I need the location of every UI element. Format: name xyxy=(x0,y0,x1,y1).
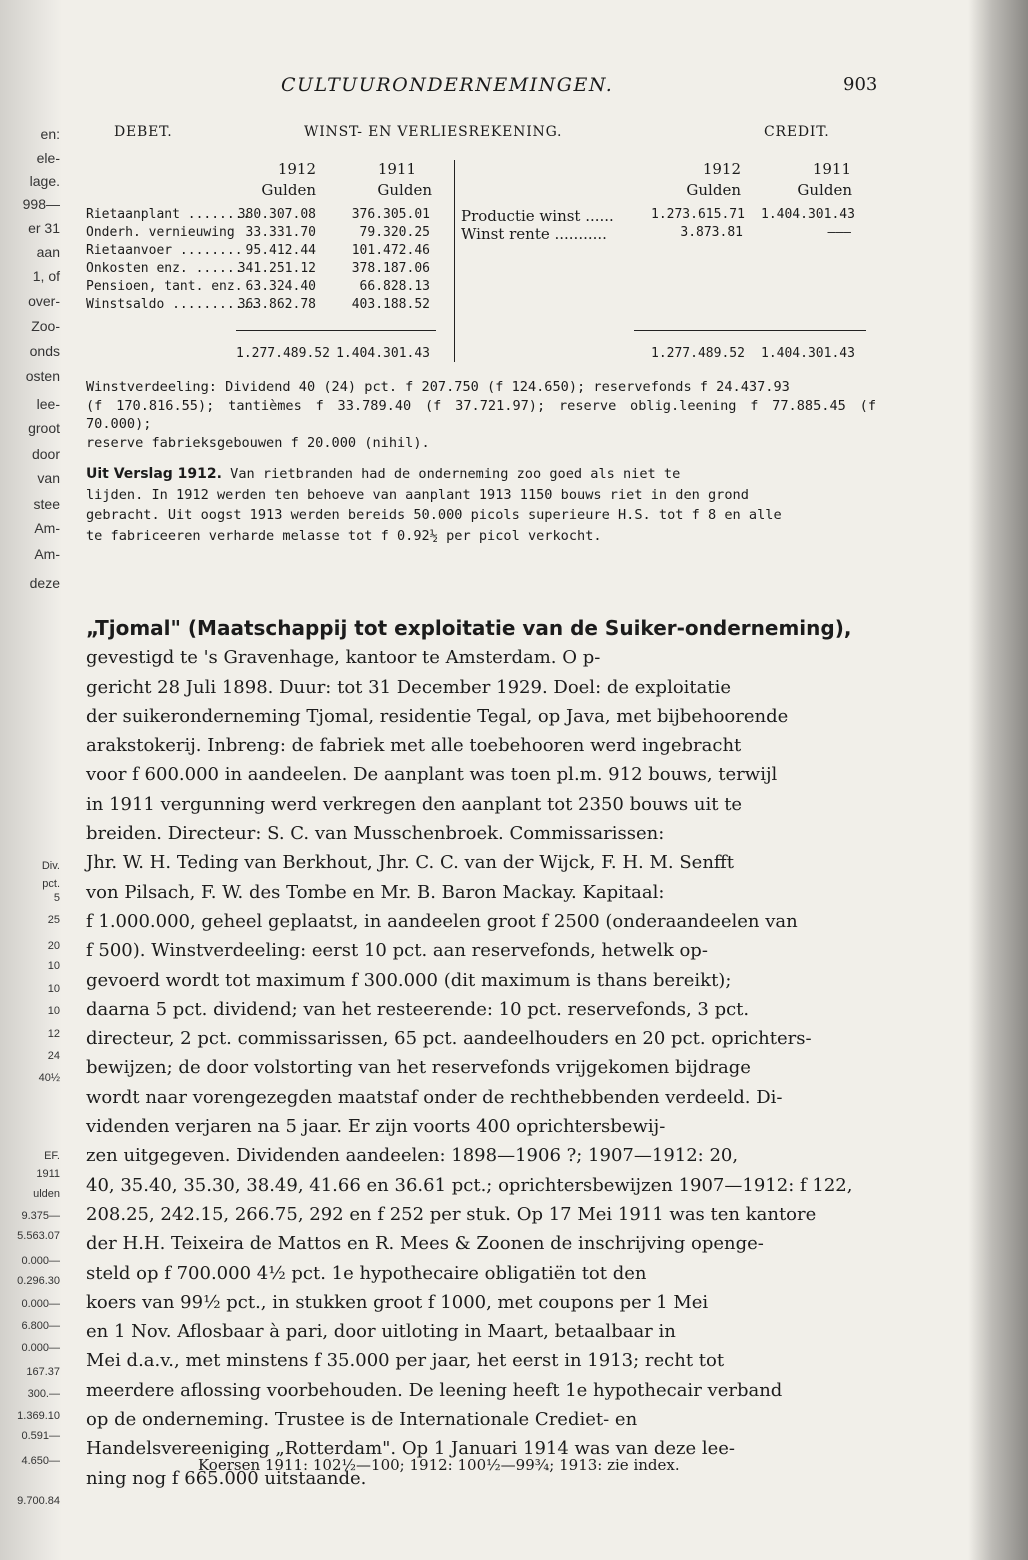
margin-fragment: en: xyxy=(40,126,60,142)
margin-fragment: over- xyxy=(28,293,60,309)
credit-total-rule xyxy=(634,330,866,331)
page-number: 903 xyxy=(843,74,878,95)
company-line: arakstokerij. Inbreng: de fabriek met alle toebehooren werd ingebracht xyxy=(86,735,742,757)
margin-fragment: groot xyxy=(28,420,60,436)
report-line: te fabriceeren verharde melasse tot f 0.92½ per picol verkocht. xyxy=(86,527,602,544)
margin-fragment: Div. xyxy=(41,860,60,872)
company-line: 208.25, 242.15, 266.75, 292 en f 252 per stuk. Op 17 Mei 1911 was ten kantore xyxy=(86,1203,817,1225)
credit-row-label: Productie winst ...... xyxy=(461,207,614,225)
credit-year-1912: 1912 xyxy=(702,160,741,178)
company-line: gevoerd wordt tot maximum f 300.000 (dit maximum is thans bereikt); xyxy=(86,969,732,991)
margin-fragment: Am- xyxy=(34,520,60,536)
report-line: lijden. In 1912 werden ten behoeve van aanplant 1913 1150 bouws riet in den grond xyxy=(86,486,749,503)
margin-fragment: 0.000— xyxy=(21,1255,60,1267)
margin-fragment: 9.375— xyxy=(21,1210,60,1222)
debet-year-1912: 1912 xyxy=(277,160,316,178)
credit-row-1911: ——— xyxy=(827,225,851,240)
margin-fragment: 10 xyxy=(47,960,60,972)
company-line: von Pilsach, F. W. des Tombe en Mr. B. Baron Mackay. Kapitaal: xyxy=(86,881,665,903)
profit-distribution xyxy=(86,378,876,452)
margin-fragment: 4.650— xyxy=(21,1455,60,1467)
margin-fragment: 0.591— xyxy=(21,1430,60,1442)
debet-label: DEBET. xyxy=(114,124,173,140)
company-line: ning nog f 665.000 uitstaande. xyxy=(86,1467,367,1489)
debet-total-1912: 1.277.489.52 xyxy=(236,346,330,361)
margin-fragment: Zoo- xyxy=(31,318,60,334)
margin-fragment: 10 xyxy=(47,983,60,995)
page-edge-shadow xyxy=(968,0,1028,1560)
annual-report-excerpt xyxy=(86,464,876,546)
debet-unit-1911: Gulden xyxy=(377,181,432,199)
credit-row-label: Winst rente ........... xyxy=(461,225,607,243)
margin-fragment: 9.700.84 xyxy=(17,1495,60,1507)
margin-fragment: 0.000— xyxy=(21,1342,60,1354)
distribution-line: reserve fabrieksgebouwen f 20.000 (nihil). xyxy=(86,434,430,451)
margin-fragment: 24 xyxy=(47,1050,60,1062)
company-entry xyxy=(86,614,878,1493)
credit-row-1912: 3.873.81 xyxy=(680,225,743,240)
stock-price-footnote: Koersen 1911: 102½—100; 1912: 100½—99¾; 1913: zie index. xyxy=(198,1456,680,1474)
company-line: voor f 600.000 in aandeelen. De aanplant was toen pl.m. 912 bouws, terwijl xyxy=(86,764,778,786)
margin-fragment: onds xyxy=(29,343,60,359)
company-heading: „Tjomal" (Maatschappij tot exploitatie van de Suiker-onderneming), xyxy=(86,616,852,640)
company-line: daarna 5 pct. dividend; van het resteerende: 10 pct. reservefonds, 3 pct. xyxy=(86,998,750,1020)
company-line: 40, 35.40, 35.30, 38.49, 41.66 en 36.61 pct.; oprichtersbewijzen 1907—1912: f 122, xyxy=(86,1174,853,1196)
debet-row-label: Rietaanplant ........ xyxy=(86,207,251,222)
debet-row-1911: 376.305.01 xyxy=(351,207,430,222)
margin-fragment: ulden xyxy=(33,1188,60,1200)
credit-unit-1911: Gulden xyxy=(797,181,852,199)
margin-fragment: 40½ xyxy=(38,1072,60,1084)
profit-loss-ledger xyxy=(86,160,866,370)
credit-year-1911: 1911 xyxy=(812,160,851,178)
margin-fragment: door xyxy=(31,446,60,462)
company-line: directeur, 2 pct. commissarissen, 65 pct. aandeelhouders en 20 pct. oprichters- xyxy=(86,1028,812,1050)
margin-fragment: 12 xyxy=(47,1028,60,1040)
margin-fragment: 1911 xyxy=(36,1168,60,1180)
margin-fragment: osten xyxy=(25,368,60,384)
margin-fragment: 5.563.07 xyxy=(17,1230,60,1242)
company-line: Mei d.a.v., met minstens f 35.000 per jaar, het eerst in 1913; recht tot xyxy=(86,1350,725,1372)
ledger-divider xyxy=(454,160,455,362)
company-line: koers van 99½ pct., in stukken groot f 1000, met coupons per 1 Mei xyxy=(86,1291,709,1313)
credit-total-1912: 1.277.489.52 xyxy=(651,346,745,361)
company-line: Jhr. W. H. Teding van Berkhout, Jhr. C. C. van der Wijck, F. H. M. Senfft xyxy=(86,852,734,874)
company-line: en 1 Nov. Aflosbaar à pari, door uitloting in Maart, betaalbaar in xyxy=(86,1321,676,1343)
debet-row-label: Winstsaldo ........... xyxy=(86,297,259,312)
company-line: gevestigd te 's Gravenhage, kantoor te Amsterdam. O p- xyxy=(86,647,601,669)
margin-fragment: lage. xyxy=(29,173,60,189)
debet-row-1911: 403.188.52 xyxy=(351,297,430,312)
page-content xyxy=(86,0,886,1560)
debet-unit-1912: Gulden xyxy=(261,181,316,199)
company-line: meerdere aflossing voorbehouden. De leening heeft 1e hypothecair verband xyxy=(86,1379,783,1401)
margin-fragment: 0.296.30 xyxy=(17,1275,60,1287)
company-line: gericht 28 Juli 1898. Duur: tot 31 December 1929. Doel: de exploitatie xyxy=(86,676,732,698)
credit-row-1912: 1.273.615.71 xyxy=(651,207,745,222)
debet-row-label: Rietaanvoer ........ xyxy=(86,243,243,258)
company-line: op de onderneming. Trustee is de Internationale Crediet- en xyxy=(86,1409,638,1431)
company-line: in 1911 vergunning werd verkregen den aanplant tot 2350 bouws uit te xyxy=(86,793,743,815)
debet-row-1912: 341.251.12 xyxy=(237,261,316,276)
margin-fragment: er 31 xyxy=(28,220,60,236)
company-line: f 500). Winstverdeeling: eerst 10 pct. aan reservefonds, hetwelk op- xyxy=(86,940,708,962)
company-line: Handelsvereeniging „Rotterdam". Op 1 Januari 1914 was van deze lee- xyxy=(86,1438,736,1460)
debet-total-1911: 1.404.301.43 xyxy=(336,346,430,361)
debet-row-label: Onkosten enz. ...... xyxy=(86,261,243,276)
margin-fragment: pct. xyxy=(42,878,60,890)
margin-fragment: 0.000— xyxy=(21,1298,60,1310)
credit-unit-1912: Gulden xyxy=(686,181,741,199)
running-head: CULTUURONDERNEMINGEN. xyxy=(281,74,614,96)
debet-row-label: Onderh. vernieuwing xyxy=(86,225,235,240)
debet-row-label: Pensioen, tant. enz. xyxy=(86,279,243,294)
company-line: steld op f 700.000 4½ pct. 1e hypothecaire obligatiën tot den xyxy=(86,1262,647,1284)
margin-fragment: ele- xyxy=(36,150,60,166)
margin-fragment: Am- xyxy=(34,546,60,562)
debet-row-1912: 380.307.08 xyxy=(237,207,316,222)
margin-fragment: EF. xyxy=(44,1150,60,1162)
previous-page-fragments xyxy=(0,0,66,1560)
company-line: der H.H. Teixeira de Mattos en R. Mees & Zoonen de inschrijving openge- xyxy=(86,1233,764,1255)
margin-fragment: 10 xyxy=(47,1005,60,1017)
company-line: der suikeronderneming Tjomal, residentie Tegal, op Java, met bijbehoorende xyxy=(86,705,789,727)
margin-fragment: 20 xyxy=(47,940,60,952)
distribution-line: Winstverdeeling: Dividend 40 (24) pct. f 207.750 (f 124.650); reservefonds f 24.437.93 xyxy=(86,379,790,395)
report-line: gebracht. Uit oogst 1913 werden bereids 50.000 picols superieure H.S. tot f 8 en alle xyxy=(86,507,782,523)
debet-total-rule xyxy=(236,330,436,331)
debet-row-1912: 363.862.78 xyxy=(237,297,316,312)
margin-fragment: 998— xyxy=(22,196,60,212)
company-line: zen uitgegeven. Dividenden aandeelen: 1898—1906 ?; 1907—1912: 20, xyxy=(86,1145,739,1167)
margin-fragment: 1.369.10 xyxy=(17,1410,60,1422)
debet-row-1912: 95.412.44 xyxy=(245,243,316,258)
debet-year-1911: 1911 xyxy=(377,160,416,178)
margin-fragment: 6.800— xyxy=(21,1320,60,1332)
credit-total-1911: 1.404.301.43 xyxy=(761,346,855,361)
company-line: videnden verjaren na 5 jaar. Er zijn voorts 400 oprichtersbewij- xyxy=(86,1116,666,1138)
credit-row-1911: 1.404.301.43 xyxy=(761,207,855,222)
margin-fragment: 300.— xyxy=(27,1388,60,1400)
debet-row-1912: 63.324.40 xyxy=(245,279,316,294)
credit-label: CREDIT. xyxy=(764,124,830,140)
margin-fragment: 25 xyxy=(47,914,60,926)
margin-fragment: 167.37 xyxy=(26,1366,60,1378)
margin-fragment: 5 xyxy=(53,892,60,904)
distribution-line: (f 170.816.55); tantièmes f 33.789.40 (f 37.721.97); reserve oblig.leening f 77.885.45 (f 70.000); xyxy=(86,397,876,432)
account-header xyxy=(86,124,856,146)
debet-row-1912: 33.331.70 xyxy=(245,225,316,240)
margin-fragment: lee- xyxy=(36,396,60,412)
margin-fragment: van xyxy=(37,470,60,486)
debet-row-1911: 66.828.13 xyxy=(359,279,430,294)
margin-fragment: aan xyxy=(36,244,60,260)
margin-fragment: deze xyxy=(29,575,60,591)
company-line: wordt naar vorengezegden maatstaf onder de rechthebbenden verdeeld. Di- xyxy=(86,1086,783,1108)
debet-row-1911: 378.187.06 xyxy=(351,261,430,276)
company-line: breiden. Directeur: S. C. van Musschenbroek. Commissarissen: xyxy=(86,823,665,845)
report-label: Uit Verslag 1912. xyxy=(86,466,222,482)
margin-fragment: stee xyxy=(33,496,60,512)
margin-fragment: 1, of xyxy=(32,268,60,284)
debet-row-1911: 101.472.46 xyxy=(351,243,430,258)
report-line: Van rietbranden had de onderneming zoo goed als niet te xyxy=(230,466,681,482)
debet-row-1911: 79.320.25 xyxy=(359,225,430,240)
company-line: bewijzen; de door volstorting van het reservefonds vrijgekomen bijdrage xyxy=(86,1057,751,1079)
account-title: WINST- EN VERLIESREKENING. xyxy=(304,124,563,140)
company-line: f 1.000.000, geheel geplaatst, in aandeelen groot f 2500 (onderaandeelen van xyxy=(86,910,798,932)
